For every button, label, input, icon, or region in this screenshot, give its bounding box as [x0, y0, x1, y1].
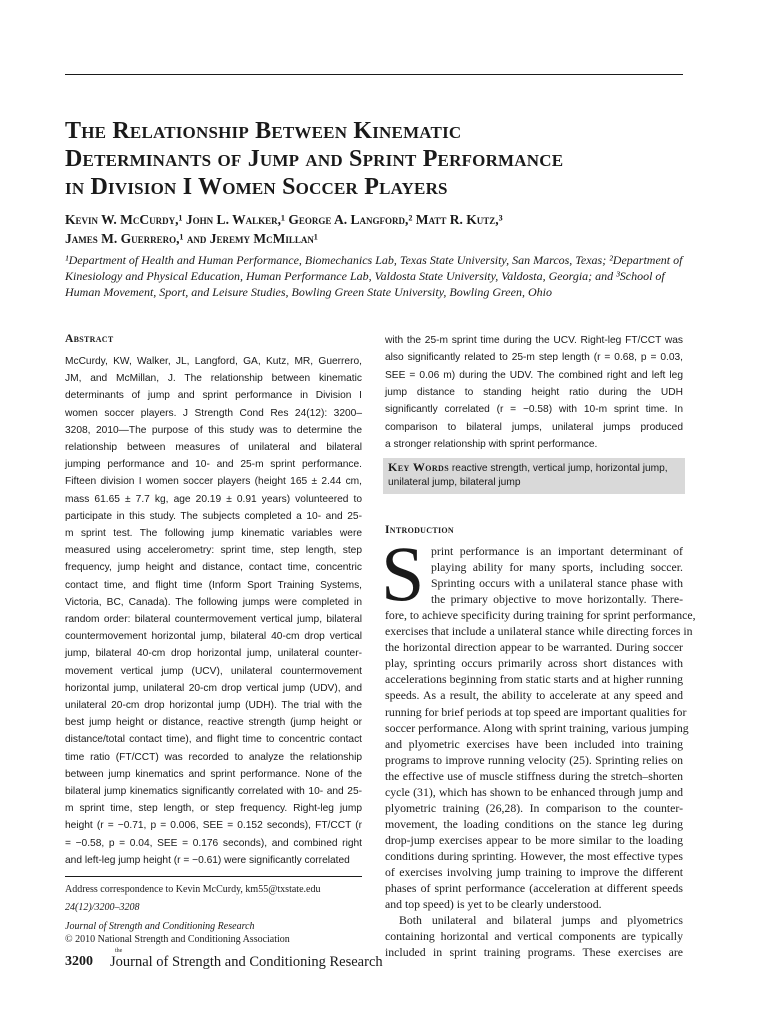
text-line: SEE = 0.06 m) during the UDV. The combined right and left leg	[385, 369, 683, 381]
text-line: of exercises involving jump training to improve the different	[385, 865, 683, 879]
journal-name-text: Journal of Strength and Conditioning Research	[110, 954, 383, 970]
text-line: best jump height or distance, reactive strength (jump height or	[65, 717, 362, 729]
text-line: a stronger relationship with sprint performance.	[385, 438, 598, 450]
text-line: unilateral 20-cm drop horizontal jump (UDH). The trial with the	[65, 700, 362, 711]
page-number: 3200	[65, 954, 93, 969]
text-line: mass 61.65 ± 7.7 kg, age 20.19 ± 0.91 years) volunteered to	[65, 493, 362, 505]
affiliation-line: Human Movement, Sport, and Leisure Studies, Bowling Green State University, Bowling Green, Ohio	[65, 285, 552, 299]
text-line: significantly correlated (r = −0.58) with 10-m sprint time. In	[385, 404, 683, 416]
title-line: in Division I Women Soccer Players	[65, 174, 448, 200]
introduction-heading: Introduction	[385, 524, 454, 536]
text-line: speeds. As a result, the ability to accelerate at any speed and	[385, 688, 683, 703]
text-line: m sprint time, step length, or step frequency. Right-leg jump	[65, 803, 362, 815]
correspondence-note: Address correspondence to Kevin McCurdy, km55@txstate.edu	[65, 884, 321, 895]
text-line: countermovement horizontal jump, bilateral 40-cm drop vertical	[65, 631, 362, 643]
text-line: play, sprinting occurs primarily across short distances with	[385, 656, 683, 671]
text-line: horizontal jump, unilateral 20-cm drop vertical jump (UDV), and	[65, 682, 362, 694]
text-line: Sprinting occurs with a unilateral stance phase with	[431, 576, 683, 591]
text-line: participate in this study. The subjects completed a 10- and 25-	[65, 510, 362, 522]
journal-name	[110, 948, 383, 971]
text-line: distance/total contact time), and flight time to concentric contact	[65, 734, 362, 746]
text-line: the effective use of muscle stiffness during the stretch–shorten	[385, 768, 683, 783]
text-line: Both unilateral and bilateral jumps and plyometrics	[399, 913, 683, 928]
text-line: Victoria, BC, Canada). The following jumps were completed in	[65, 596, 362, 608]
key-words-label: Key Words	[388, 460, 450, 474]
text-line: height (r = −0.71, p = 0.006, SEE = 0.152 seconds), FT/CCT (r	[65, 820, 362, 832]
text-line: movement, the loading conditions on the stance leg during	[385, 816, 683, 831]
text-line: with the 25-m sprint time during the UCV. Right-leg FT/CCT was	[385, 335, 683, 346]
key-words-line: unilateral jump, bilateral jump	[388, 477, 521, 488]
text-line: 3208, 2010—The purpose of this study was to determine the	[65, 424, 362, 436]
text-line: the horizontal direction appear to be warranted. During soccer	[385, 640, 683, 655]
text-line: soccer performance. Along with sprint training, various jumping	[385, 720, 689, 735]
affiliation-line: ¹Department of Health and Human Performance, Biomechanics Lab, Texas State University, San Marcos, Texas; ²Department of	[65, 253, 683, 267]
title-line: The Relationship Between Kinematic	[65, 118, 462, 144]
text-line: exercises that include a unilateral stance while directing forces in	[385, 624, 693, 639]
text-line: the primary objective to move horizontally. There-	[431, 592, 683, 607]
text-line: jump, bilateral 40-cm drop horizontal jump, unilateral counter-	[65, 648, 362, 660]
text-line: phases of sprint performance (acceleration at different speeds	[385, 881, 683, 896]
text-line: time ratio (FT/CCT) was recorded to analyze the relationship	[65, 751, 362, 763]
text-line: measured using accelerometry: sprint time, step length, step	[65, 545, 362, 557]
text-line: also significantly related to 25-m step length (r = 0.68, p = 0.03,	[385, 352, 683, 364]
text-line: programs to improve running velocity (25). Sprinting relies on	[385, 752, 683, 767]
abstract-heading: Abstract	[65, 333, 114, 345]
text-line: JM, and McMillan, J. The relationship between kinematic	[65, 373, 362, 385]
text-line: movement vertical jump (UCV), unilateral countermovement	[65, 665, 362, 677]
authors-line: Kevin W. McCurdy,¹ John L. Walker,¹ George A. Langford,² Matt R. Kutz,³	[65, 212, 503, 227]
text-line: comparison to bilateral jumps, unilateral jumps produced	[385, 421, 683, 433]
text-line: Fifteen division I women soccer players (height 165 ± 2.44 cm,	[65, 476, 362, 488]
text-line: print performance is an important determinant of	[431, 544, 683, 558]
text-line: drop-jump exercises appear to be more similar to the loading	[385, 832, 683, 847]
text-line: bilateral jump kinematics significantly correlated with 10- and 25-	[65, 786, 362, 797]
journal-the: the	[115, 948, 123, 954]
text-line: running for brief periods at top speed are important qualities for	[385, 704, 687, 719]
text-line: jumping performance and 10- and 25-m sprint performance.	[65, 459, 362, 471]
journal-note: Journal of Strength and Conditioning Research	[65, 921, 255, 932]
text-line: and left-leg jump height (r = −0.61) were significantly correlated	[65, 854, 350, 866]
text-line: = −0.58, p = 0.04, SEE = 0.176 seconds), and combined right	[65, 837, 362, 849]
text-line: plyometric training (26,28). In comparison to the counter-	[385, 800, 683, 815]
text-line: jump distance to standing height ratio during the UDH	[385, 386, 683, 398]
citation-note: 24(12)/3200–3208	[65, 902, 140, 913]
text-line: and top speed) is yet to be clearly understood.	[385, 897, 602, 912]
text-line: McCurdy, KW, Walker, JL, Langford, GA, Kutz, MR, Guerrero,	[65, 356, 362, 367]
text-line: accelerations beginning from static starts and at higher running	[385, 672, 683, 687]
text-line: women soccer players. J Strength Cond Res 24(12): 3200–	[65, 407, 362, 419]
key-words-text: reactive strength, vertical jump, horizontal jump,	[451, 463, 668, 474]
text-line: cycle (31), which has shown to be enhanced through jump and	[385, 784, 683, 799]
affiliation-line: Kinesiology and Physical Education, Human Performance Lab, Valdosta State University, Valdosta, Georgia; and ³School of	[65, 269, 665, 283]
top-rule	[65, 74, 683, 75]
text-line: random order: bilateral countermovement vertical jump, bilateral	[65, 614, 362, 625]
text-line: contact time, and flight time (Inform Sport Training Systems,	[65, 579, 362, 591]
text-line: and plyometric exercises have been included into training	[385, 736, 683, 751]
text-line: playing ability for many sports, including soccer.	[431, 560, 683, 575]
title-line: Determinants of Jump and Sprint Performance	[65, 146, 564, 172]
text-line: m sprint test. The following jump kinematic variables were	[65, 528, 362, 539]
text-line: fore, to achieve specificity during training for sprint performance,	[385, 608, 696, 623]
drop-cap: S	[381, 530, 425, 617]
text-line: conditions during sprinting. However, the most effective types	[385, 848, 683, 863]
text-line: frequency, jump height and distance, contact time, concentric	[65, 562, 362, 574]
text-line: included in sprint training programs. These exercises are	[385, 945, 683, 960]
text-line: containing horizontal and vertical components are typically	[385, 929, 683, 944]
copyright-note: © 2010 National Strength and Conditioning Association	[65, 934, 290, 945]
text-line: relationship between measures of unilateral and bilateral	[65, 442, 362, 453]
authors-line: James M. Guerrero,¹ and Jeremy McMillan¹	[65, 231, 318, 246]
text-line: determinants of jump and sprint performance in Division I	[65, 390, 362, 402]
footnote-rule	[65, 876, 362, 877]
text-line: between jump kinematics and sprint performance. None of the	[65, 768, 362, 780]
